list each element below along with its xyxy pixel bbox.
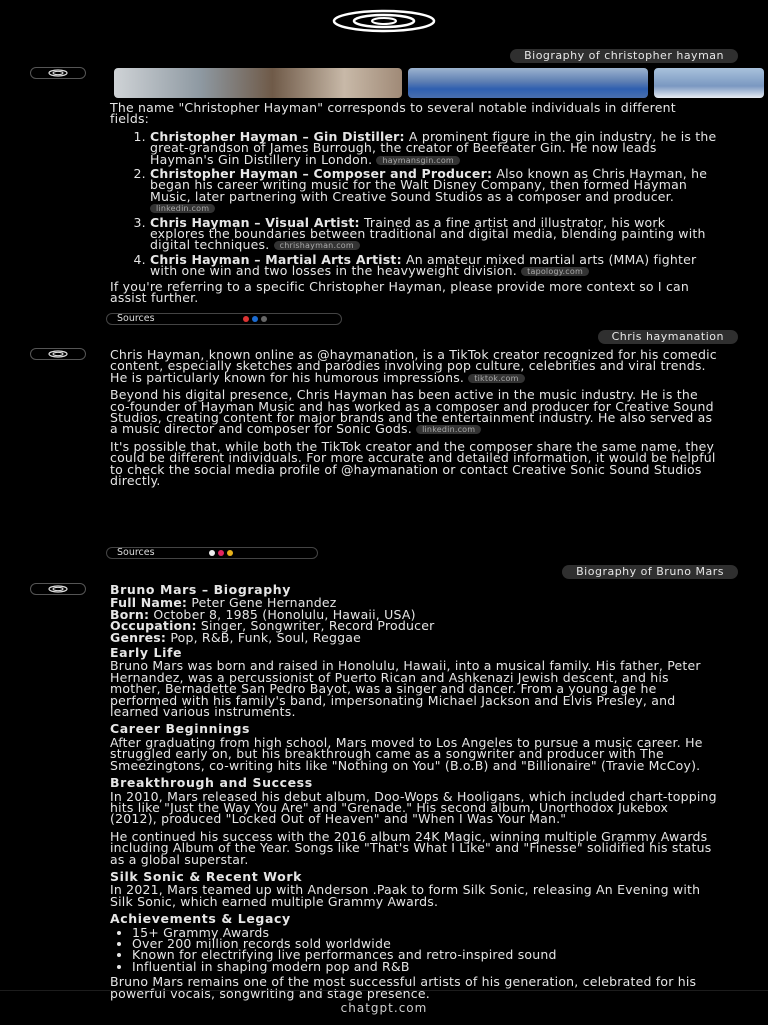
favicon-icon xyxy=(227,550,233,556)
section-paragraph: In 2010, Mars released his debut album, Doo-Wops & Hooligans, which included chart-topping hits like "Just the Way You Are" and "Grenade." His second album, Unorthodox Jukebox (2012), produced "Locked Out of Heaven" and "When I Was Your Man." xyxy=(110,788,717,827)
image-results-strip[interactable] xyxy=(114,68,764,98)
results-list xyxy=(110,128,718,279)
section-heading: Achievements & Legacy xyxy=(110,911,291,927)
user-message-text: Biography of christopher hayman xyxy=(524,49,724,62)
list-item xyxy=(150,168,718,214)
user-message-bubble xyxy=(562,565,738,579)
section-heading: Silk Sonic & Recent Work xyxy=(110,868,303,884)
list-item-body: An amateur mixed martial arts (MMA) fighter with one win and two losses in the heavyweight division. xyxy=(150,251,697,279)
fact-label: Full Name: xyxy=(110,595,188,611)
list-item: • Over 200 million records sold worldwide xyxy=(132,938,718,949)
chatgpt-avatar-icon xyxy=(48,585,68,593)
list-item-title: Christopher Hayman – Gin Distiller: xyxy=(150,128,405,144)
chatgpt-avatar-icon xyxy=(48,69,68,77)
section-paragraph: In 2021, Mars teamed up with Anderson .Paak to form Silk Sonic, releasing An Evening with Silk Sonic, which earned multiple Grammy Awards. xyxy=(110,882,701,909)
achievements-list xyxy=(110,924,718,974)
paragraph-text: It's possible that, while both the TikTok creator and the composer share the same name, they could be different individuals. For more accurate and detailed information, it would be helpful to check the social media profile of @haymanation or contact Creative Sonic Sound Studios directly. xyxy=(110,438,716,489)
citation-chip[interactable]: tapology.com xyxy=(521,267,589,276)
section-heading: Breakthrough and Success xyxy=(110,775,313,791)
list-item-body: Also known as Chris Hayman, he began his career writing music for the Walt Disney Company, then formed Hayman Music, later partnering with Creative Sound Studios as a composer and producer. xyxy=(150,166,708,204)
favicon-icon xyxy=(209,550,215,556)
response-paragraph xyxy=(110,438,718,489)
fact-label: Born: xyxy=(110,606,150,622)
list-item xyxy=(150,251,718,279)
sources-label: Sources xyxy=(117,547,155,558)
paragraph-text: Beyond his digital presence, Chris Hayman has been active in the music industry. He is the co-founder of Hayman Music and has worked as a composer and producer for Creative Sound Studios, creating content for major brands and the entertainment industry. He also served as a music director and composer for Sonic Gods. xyxy=(110,387,714,437)
list-item-body: A prominent figure in the gin industry, he is the great-grandson of James Burrough, the creator of Beefeater Gin. He now leads Hayman's Gin Distillery in London. xyxy=(150,128,717,167)
citation-chip[interactable]: chrishayman.com xyxy=(274,241,360,250)
fact-label: Genres: xyxy=(110,629,167,645)
image-result-distillery[interactable] xyxy=(114,68,402,98)
user-message-bubble xyxy=(598,330,738,344)
assistant-response-3 xyxy=(110,584,718,1005)
list-item: • Known for electrifying live performances and retro-inspired sound xyxy=(132,949,718,960)
list-item-title: Chris Hayman – Visual Artist: xyxy=(150,214,360,230)
citation-chip[interactable]: linkedin.com xyxy=(150,204,215,213)
source-favicons xyxy=(209,550,233,556)
user-message-bubble xyxy=(510,49,738,63)
list-item xyxy=(150,128,718,167)
section-paragraph: Bruno Mars was born and raised in Honolulu, Hawaii, into a musical family. His father, Peter Hernandez, was a percussionist of Puerto Rican and Ashkenazi Jewish descent, and his mother, Bernadette San Pedro Bayot, was a singer and dancer. From a young age he performed with his family's band, impersonating Michael Jackson and Elvis Presley, and learned various instruments. xyxy=(110,658,701,720)
browser-url-bar[interactable] xyxy=(0,990,768,1025)
fact-label: Occupation: xyxy=(110,618,197,634)
source-favicons xyxy=(243,316,267,322)
favicon-icon xyxy=(218,550,224,556)
section-paragraph: After graduating from high school, Mars moved to Los Angeles to pursue a music career. He struggled early on, but his breakthrough came as a songwriter and producer with The Smeezingtons, co-writing hits like "Nothing on You" (B.o.B) and "Billionaire" (Travie McCoy). xyxy=(110,734,703,773)
list-item: • 15+ Grammy Awards xyxy=(132,927,718,938)
favicon-icon xyxy=(252,316,258,322)
sources-label: Sources xyxy=(117,313,155,324)
user-message-text: Biography of Bruno Mars xyxy=(576,565,724,578)
user-message-text: Chris haymanation xyxy=(611,330,724,343)
favicon-icon xyxy=(261,316,267,322)
list-item-body: Trained as a fine artist and illustrator, his work explores the boundaries between traditional and digital media, blending painting with digital techniques. xyxy=(150,214,706,253)
citation-chip[interactable]: haymansgin.com xyxy=(376,156,459,165)
section-heading: Early Life xyxy=(110,645,183,661)
paragraph-text: Chris Hayman, known online as @haymanation, is a TikTok creator recognized for his comedic content, especially sketches and parodies involving pop culture, celebrities and viral trends. He is particularly known for his humorous impressions. xyxy=(110,347,717,385)
biography-title: Bruno Mars – Biography xyxy=(110,582,292,597)
assistant-avatar xyxy=(30,67,86,79)
favicon-icon xyxy=(243,316,249,322)
sources-button[interactable] xyxy=(106,313,342,325)
sources-button[interactable] xyxy=(106,547,318,559)
list-item xyxy=(150,214,718,253)
assistant-response-2 xyxy=(110,349,718,492)
image-result-portrait[interactable] xyxy=(408,68,648,98)
chatgpt-logo-icon xyxy=(332,8,436,34)
assistant-avatar xyxy=(30,583,86,595)
fact-row xyxy=(110,629,718,645)
image-result-portrait-2[interactable] xyxy=(654,68,764,98)
response-outro: If you're referring to a specific Christopher Hayman, please provide more context so I can assist further. xyxy=(110,278,690,306)
response-paragraph xyxy=(110,349,718,383)
section-heading: Career Beginnings xyxy=(110,721,251,737)
section-paragraph: Bruno Mars remains one of the most successful artists of his generation, celebrated for his powerful vocals, songwriting and stage presence. xyxy=(110,974,697,1001)
facts-block xyxy=(110,597,718,643)
response-paragraph xyxy=(110,389,718,435)
fact-value: Peter Gene Hernandez xyxy=(191,595,337,611)
fact-value: Pop, R&B, Funk, Soul, Reggae xyxy=(170,629,361,645)
citation-chip[interactable]: linkedin.com xyxy=(416,425,481,434)
assistant-avatar xyxy=(30,348,86,360)
assistant-response-1 xyxy=(110,102,718,310)
list-item-title: Chris Hayman – Martial Arts Artist: xyxy=(150,251,402,267)
fact-value: Singer, Songwriter, Record Producer xyxy=(200,618,435,634)
chatgpt-avatar-icon xyxy=(48,350,68,358)
section-paragraph: He continued his success with the 2016 album 24K Magic, winning multiple Grammy Awards including Album of the Year. Songs like "That's What I Like" and "Finesse" solidified his status as a global superstar. xyxy=(110,828,712,867)
list-item: • Influential in shaping modern pop and R&B xyxy=(132,961,718,972)
url-text: chatgpt.com xyxy=(340,1001,428,1015)
citation-chip[interactable]: tiktok.com xyxy=(468,374,524,383)
list-item-title: Christopher Hayman – Composer and Producer: xyxy=(150,166,493,182)
fact-value: October 8, 1985 (Honolulu, Hawaii, USA) xyxy=(153,606,416,622)
response-intro: The name "Christopher Hayman" corresponds to several notable individuals in different fields: xyxy=(110,100,676,127)
